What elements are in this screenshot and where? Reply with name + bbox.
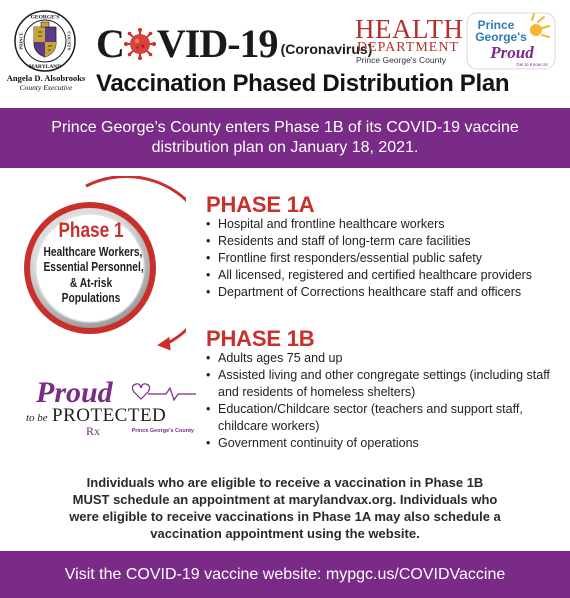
badge-line: Essential Personnel, (43, 260, 144, 275)
list-item: • Frontline first responders/essential public safety (206, 250, 556, 267)
proud-to-be-protected-logo (26, 372, 198, 442)
page-title: Vaccination Phased Distribution Plan (96, 70, 510, 97)
svg-text:PROTECTED: PROTECTED (52, 405, 167, 426)
list-item (206, 435, 556, 452)
covid-title-rest: VID-19 (156, 21, 278, 66)
vaccine-website-link[interactable]: Visit the COVID-19 vaccine website: mypgc.us/COVIDVaccine (64, 565, 506, 583)
banner-line-1: Prince George’s County enters Phase 1B of its COVID-19 vaccine (51, 119, 519, 137)
svg-text:Get to Know Us: Get to Know Us (516, 62, 548, 67)
list-item-line: Adults ages 75 and up (218, 351, 343, 365)
list-item: • All licensed, registered and certified healthcare providers (206, 267, 556, 284)
badge-line: & At-risk (69, 275, 113, 290)
svg-text:PRINCE: PRINCE (18, 32, 24, 50)
badge-line: Populations (61, 290, 121, 305)
heart-icon (132, 384, 196, 400)
health-department-logo-county: Prince George's County (356, 55, 446, 65)
svg-text:MARYLAND: MARYLAND (28, 64, 62, 70)
phase-1a-list (206, 216, 556, 301)
list-item-line: Education/Childcare sector (teachers and support staff, (218, 402, 523, 416)
notice-line: were eligible to receive vaccinations in Phase 1A may also schedule a (69, 509, 501, 524)
list-item: • Department of Corrections healthcare staff and officers (206, 284, 556, 301)
notice-line: vaccination appointment using the website. (150, 526, 420, 541)
phase-1b-heading: PHASE 1B (206, 326, 315, 351)
health-department-logo-health: HEALTH (355, 14, 464, 44)
banner-line-2: distribution plan on January 18, 2021. (151, 139, 419, 156)
list-item-line: and residents of homeless shelters) (218, 385, 416, 399)
covid-title (96, 22, 372, 66)
svg-text:Prince: Prince (477, 18, 515, 32)
phase-1a-heading: PHASE 1A (206, 192, 315, 217)
list-item-line: childcare workers) (218, 419, 320, 433)
svg-text:COUNTY: COUNTY (66, 31, 72, 51)
phase-1b-list (206, 350, 556, 452)
county-seal-logo (14, 10, 76, 72)
svg-text:Proud: Proud (490, 43, 534, 62)
covid-title-sub: (Coronavirus) (280, 41, 373, 57)
footer-banner (0, 551, 570, 598)
svg-text:to be: to be (26, 412, 48, 424)
covid-title-c: C (96, 21, 124, 66)
executive-title: County Executive (19, 83, 73, 92)
eligibility-notice (30, 474, 540, 542)
svg-text:Proud: Proud (36, 376, 113, 409)
list-item-line: Assisted living and other congregate settings (including staff (218, 368, 550, 382)
svg-text:Rx: Rx (86, 424, 101, 438)
list-item (206, 367, 556, 401)
coronavirus-icon (124, 28, 156, 60)
list-item-line: Government continuity of operations (218, 436, 419, 450)
phase-1-badge-text (33, 220, 149, 306)
list-item (206, 401, 556, 435)
notice-line: MUST schedule an appointment at marylandvax.org. Individuals who (72, 492, 498, 507)
executive-name: Angela D. Alsobrooks (6, 73, 86, 83)
svg-text:George's: George's (475, 30, 527, 44)
svg-text:GEORGE'S: GEORGE'S (30, 14, 60, 21)
notice-line: Individuals who are eligible to receive a vaccination in Phase 1B (86, 475, 484, 490)
list-item: • Residents and staff of long-term care facilities (206, 233, 556, 250)
badge-title: Phase 1 (58, 219, 124, 242)
list-item: • Hospital and frontline healthcare workers (206, 216, 556, 233)
badge-line: Healthcare Workers, (43, 245, 143, 259)
prince-georges-proud-logo (466, 12, 556, 70)
list-item (206, 350, 556, 367)
health-department-logo-department: DEPARTMENT (357, 40, 459, 55)
svg-text:Prince George's County: Prince George's County (131, 428, 194, 434)
announcement-banner (0, 108, 570, 168)
